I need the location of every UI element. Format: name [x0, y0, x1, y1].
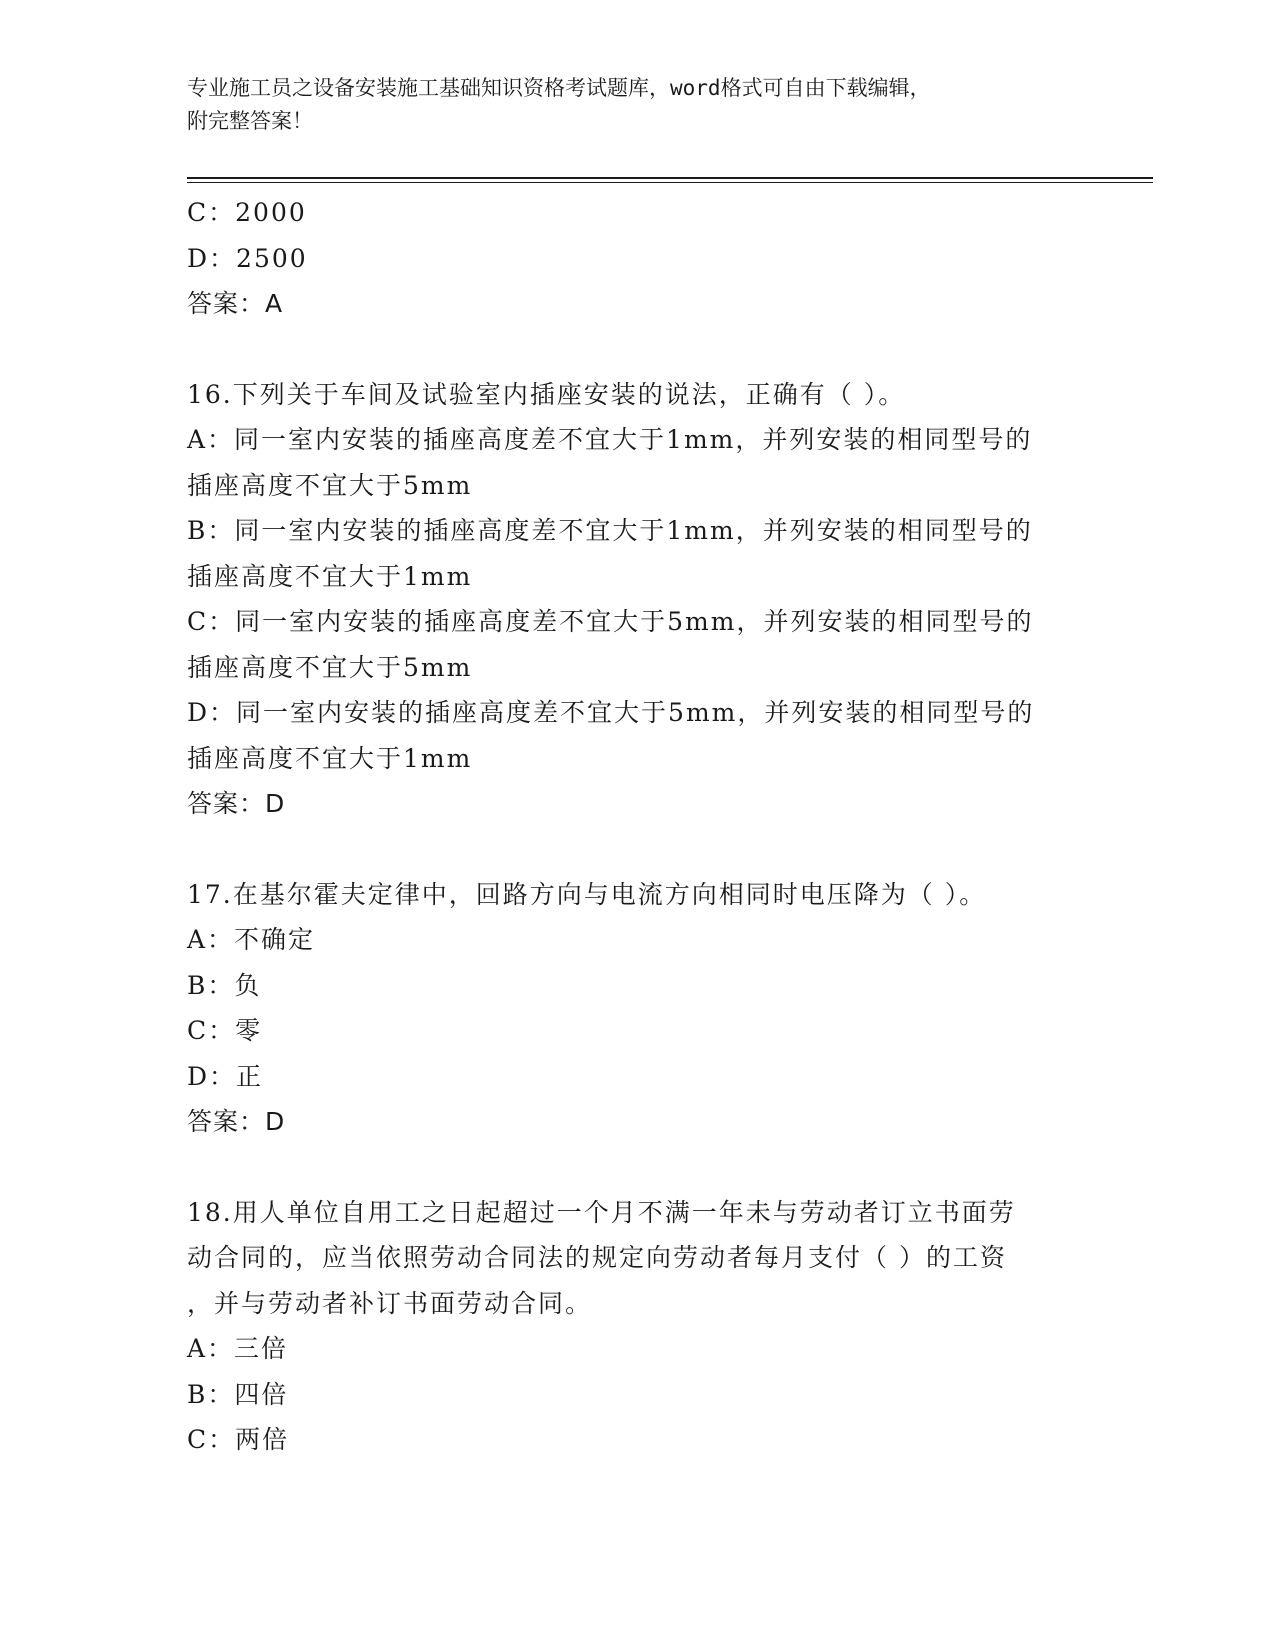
answer-line: 答案：A — [187, 289, 284, 318]
spacer — [187, 1145, 1087, 1190]
question-18 — [187, 1190, 1087, 1463]
question-stem: ，并与劳动者补订书面劳动合同。 — [187, 1288, 593, 1318]
option-line: B：同一室内安装的插座高度差不宜大于1mm，并列安装的相同型号的 — [187, 516, 1033, 545]
option-line: B：四倍 — [187, 1379, 289, 1409]
header-line-1: 专业施工员之设备安装施工基础知识资格考试题库，word格式可自由下载编辑， — [187, 76, 931, 100]
header-line-2: 附完整答案！ — [187, 109, 313, 133]
question-stem: 16.下列关于车间及试验室内插座安装的说法，正确有（ ）。 — [187, 379, 906, 409]
header-divider-thick — [187, 177, 1153, 179]
question-stem: 18.用人单位自用工之日起超过一个月不满一年未与劳动者订立书面劳 — [187, 1197, 1016, 1227]
option-line: 插座高度不宜大于1mm — [187, 743, 473, 773]
option-line: C：零 — [187, 1016, 263, 1045]
spacer — [187, 327, 1087, 372]
prev-question — [187, 190, 1087, 327]
option-line: 插座高度不宜大于5mm — [187, 470, 473, 500]
question-content — [187, 190, 1087, 1463]
option-line: C：同一室内安装的插座高度差不宜大于5mm，并列安装的相同型号的 — [187, 607, 1034, 636]
page-header — [187, 72, 1067, 138]
option-line: D：2500 — [187, 243, 308, 273]
spacer — [187, 827, 1087, 872]
question-stem: 动合同的，应当依照劳动合同法的规定向劳动者每月支付（ ）的工资 — [187, 1243, 1007, 1272]
option-line: A：三倍 — [187, 1334, 289, 1363]
answer-line: 答案：D — [187, 789, 286, 818]
option-line: D：正 — [187, 1061, 264, 1091]
option-line: C：2000 — [187, 198, 307, 227]
option-line: 插座高度不宜大于5mm — [187, 652, 473, 682]
question-stem: 17.在基尔霍夫定律中，回路方向与电流方向相同时电压降为（ ）。 — [187, 879, 987, 909]
question-16 — [187, 372, 1087, 827]
header-divider-thin — [187, 182, 1153, 183]
option-line: A：不确定 — [187, 925, 316, 954]
option-line: C：两倍 — [187, 1425, 290, 1454]
question-17 — [187, 872, 1087, 1145]
answer-line: 答案：D — [187, 1107, 286, 1136]
option-line: A：同一室内安装的插座高度差不宜大于1mm，并列安装的相同型号的 — [187, 425, 1033, 454]
option-line: D：同一室内安装的插座高度差不宜大于5mm，并列安装的相同型号的 — [187, 698, 1035, 727]
option-line: B：负 — [187, 970, 262, 1000]
option-line: 插座高度不宜大于1mm — [187, 561, 473, 591]
